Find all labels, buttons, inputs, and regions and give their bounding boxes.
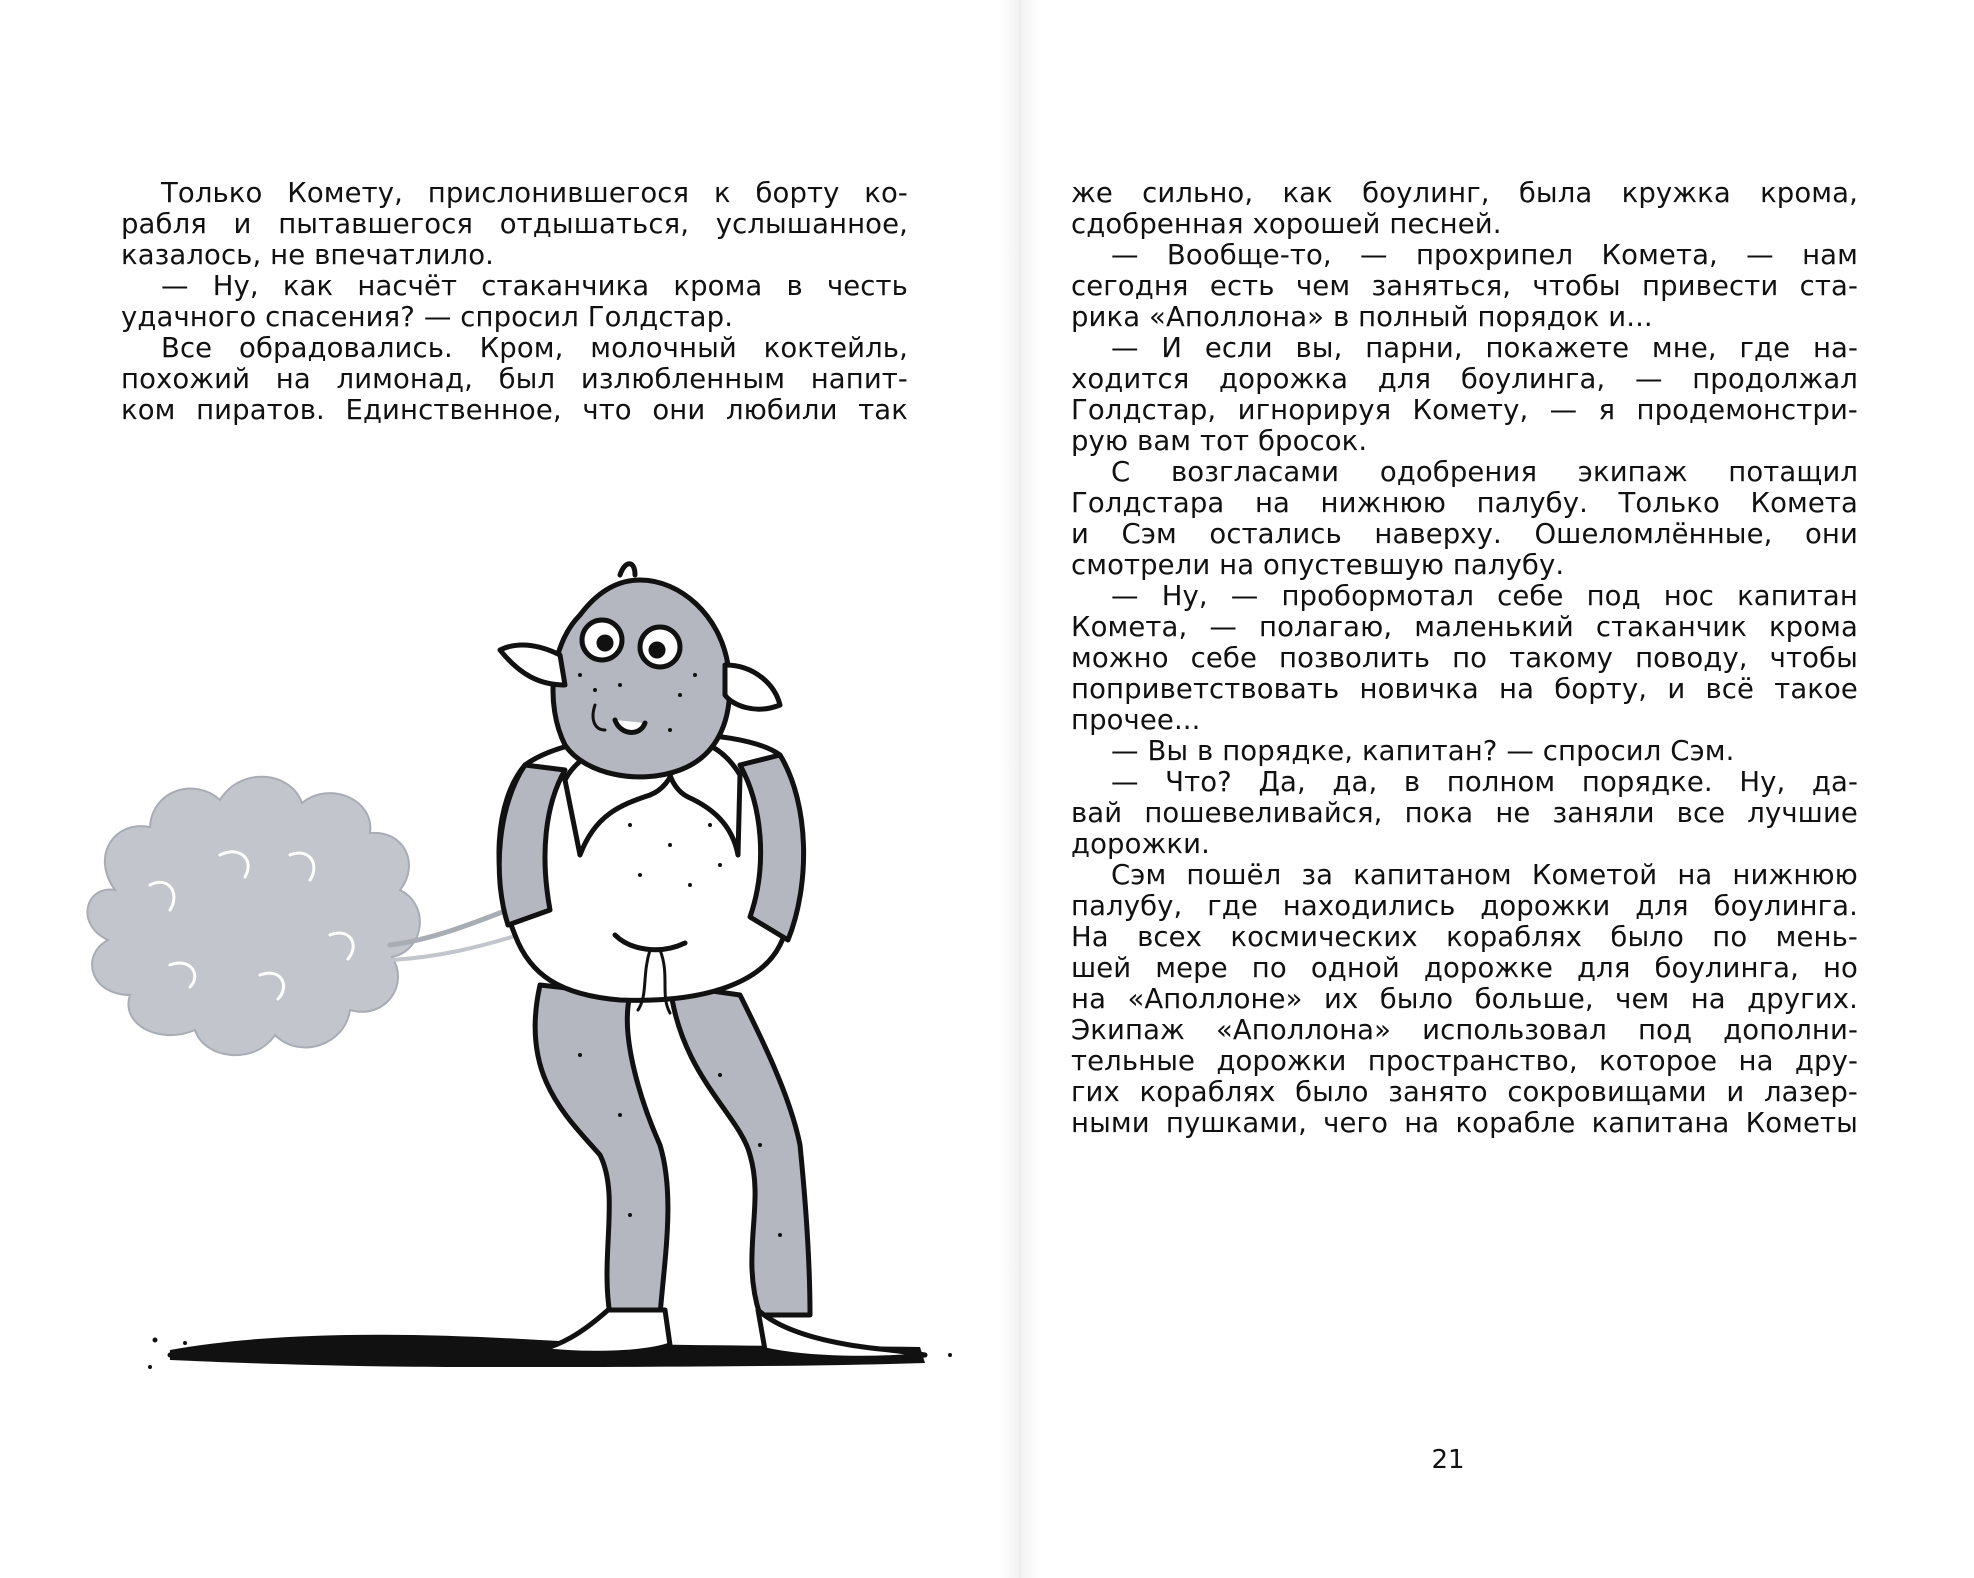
text-line: смотрели на опустевшую палубу. (1071, 549, 1565, 581)
text-line: вай пошевеливайся, пока не заняли все лучшие (1071, 797, 1858, 829)
text-line: сегодня есть чем заняться, чтобы привести ста- (1071, 270, 1858, 302)
text-line: шей мере по одной дорожке для боулинга, но (1071, 952, 1858, 984)
page-number: 21 (1431, 1445, 1465, 1475)
text-line: Голдстар, игнорируя Комету, — я продемонстри- (1071, 394, 1858, 426)
text-line: палубу, где находились дорожки для боулинга. (1071, 890, 1858, 922)
text-line: удачного спасения? — спросил Голдстар. (121, 301, 734, 333)
text-line: Только Комету, прислонившегося к борту ко- (161, 177, 908, 209)
text-line: — Вообще-то, — прохрипел Комета, — нам (1111, 239, 1858, 271)
text-line: можно себе позволить по такому поводу, чтобы (1071, 642, 1858, 674)
text-line: — И если вы, парни, покажете мне, где на- (1111, 332, 1858, 364)
text-line: гих кораблях было занято сокровищами и лазер- (1071, 1076, 1858, 1108)
text-line: тельные дорожки пространство, которое на дру- (1071, 1045, 1858, 1077)
text-line: рую вам тот бросок. (1071, 425, 1368, 457)
smoke-cloud-icon (87, 777, 525, 1055)
text-line: сдобренная хорошей песней. (1071, 208, 1502, 240)
text-line: на «Аполлоне» их было больше, чем на других. (1071, 983, 1858, 1015)
text-line: же сильно, как боулинг, была кружка крома, (1071, 177, 1858, 209)
text-line: казалось, не впечатлило. (121, 239, 495, 271)
text-line: похожий на лимонад, был излюбленным напит- (121, 363, 908, 395)
text-line: — Ну, как насчёт стаканчика крома в честь (161, 270, 908, 302)
text-line: поприветствовать новичка на борту, и всё такое (1071, 673, 1858, 705)
text-line: На всех космических кораблях было по мень- (1071, 921, 1858, 953)
text-line: Все обрадовались. Кром, молочный коктейль, (161, 332, 908, 364)
text-line: Комета, — полагаю, маленький стаканчик крома (1071, 611, 1858, 643)
text-line: ными пушками, чего на корабле капитана Кометы (1071, 1107, 1858, 1139)
text-line: ходится дорожка для боулинга, — продолжал (1071, 363, 1858, 395)
cartoon-alien-character-icon (20, 555, 980, 1415)
text-line: Экипаж «Аполлона» использовал под дополни- (1071, 1014, 1858, 1046)
text-line: — Что? Да, да, в полном порядке. Ну, да- (1111, 766, 1858, 798)
text-line: и Сэм остались наверху. Ошеломлённые, они (1071, 518, 1858, 550)
text-line: прочее... (1071, 704, 1201, 736)
text-line: рика «Аполлона» в полный порядок и... (1071, 301, 1653, 333)
text-line: С возгласами одобрения экипаж потащил (1111, 456, 1858, 488)
text-line: — Ну, — пробормотал себе под нос капитан (1111, 580, 1858, 612)
text-line: рабля и пытавшегося отдышаться, услышанное, (121, 208, 908, 240)
text-line: дорожки. (1071, 828, 1210, 860)
text-line: ком пиратов. Единственное, что они любили так (121, 394, 908, 426)
text-line: Голдстара на нижнюю палубу. Только Комета (1071, 487, 1858, 519)
text-line: — Вы в порядке, капитан? — спросил Сэм. (1111, 735, 1735, 767)
book-gutter (1000, 0, 1040, 1578)
text-line: Сэм пошёл за капитаном Кометой на нижнюю (1111, 859, 1858, 891)
